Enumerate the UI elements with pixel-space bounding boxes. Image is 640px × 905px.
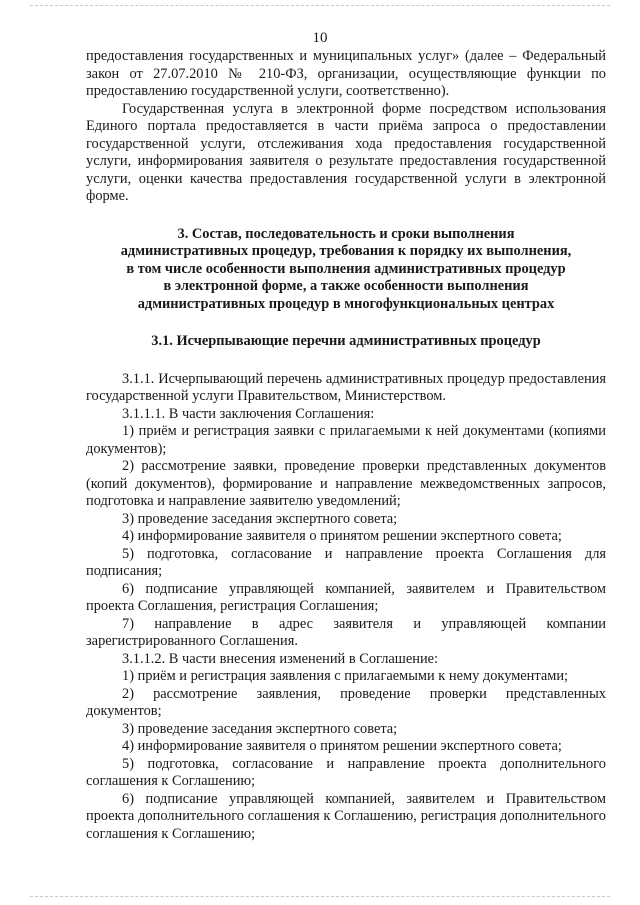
list-item: 5) подготовка, согласование и направление проекта Соглашения для подписания; — [86, 545, 606, 579]
list-item: 1) приём и регистрация заявки с прилагаемыми к ней документами (копиями документов); — [86, 423, 606, 457]
scan-edge-top — [30, 5, 610, 6]
subsection-heading: 3.1. Исчерпывающие перечни административных процедур — [151, 333, 541, 349]
section-heading-line: в том числе особенности выполнения административных процедур — [126, 260, 566, 277]
list-item: 6) подписание управляющей компанией, заявителем и Правительством проекта дополнительного соглашения к Соглашению, регистрация дополнительного соглашения к Соглашению; — [86, 790, 606, 842]
list-item: 2) рассмотрение заявки, проведение проверки представленных документов (копий документов), формирование и направление межведомственных запросов, подготовка и направление заявителю уведомлений; — [86, 458, 606, 509]
scan-edge-bottom — [30, 896, 610, 897]
list-item: 2) рассмотрение заявления, проведение проверки представленных документов; — [86, 685, 606, 719]
section-heading — [86, 226, 606, 314]
section-heading-line: административных процедур в многофункциональных центрах — [137, 295, 555, 312]
page-content — [86, 48, 606, 843]
list-item: 4) информирование заявителя о принятом решении экспертного совета; — [122, 528, 562, 544]
list-item: 1) приём и регистрация заявления с прилагаемыми к нему документами; — [122, 668, 569, 684]
section-heading-line: 3. Состав, последовательность и сроки выполнения — [177, 225, 515, 242]
intro-paragraph-electronic-form: Государственная услуга в электронной форме посредством использования Единого портала предоставляется в части приёма запроса о предоставлении государственной услуги, отслеживания хода предоставления государственной услуги, информирования заявителя о результате предоставления государственной услуги, оценки качества предоставления государственной услуги в электронной форме. — [86, 100, 606, 204]
list-item: 5) подготовка, согласование и направление проекта дополнительного соглашения к Соглашению; — [86, 755, 606, 789]
section-heading-line: административных процедур, требования к порядку их выполнения, — [120, 243, 572, 259]
page-number: 10 — [312, 30, 328, 46]
list-item: 7) направление в адрес заявителя и управляющей компании зарегистрированного Соглашения. — [86, 615, 606, 649]
section-heading-line: в электронной форме, а также особенности выполнения — [163, 278, 529, 294]
paragraph-3-1-1: 3.1.1. Исчерпывающий перечень административных процедур предоставления государственной услуги Правительством, Министерством. — [86, 370, 606, 404]
paragraph-3-1-1-2: 3.1.1.2. В части внесения изменений в Соглашение: — [122, 650, 439, 667]
paragraph-3-1-1-1: 3.1.1.1. В части заключения Соглашения: — [122, 405, 375, 422]
list-item: 6) подписание управляющей компанией, заявителем и Правительством проекта Соглашения, регистрация Соглашения; — [86, 580, 606, 614]
list-item: 3) проведение заседания экспертного совета; — [122, 510, 398, 527]
list-item: 3) проведение заседания экспертного совета; — [122, 720, 398, 737]
intro-paragraph-continued: предоставления государственных и муниципальных услуг» (далее – Федеральный закон от 27.07.2010 № 210-ФЗ, организации, осуществляющие функции по предоставлению государственной услуги, соответственно). — [86, 48, 606, 99]
list-item: 4) информирование заявителя о принятом решении экспертного совета; — [122, 738, 562, 754]
